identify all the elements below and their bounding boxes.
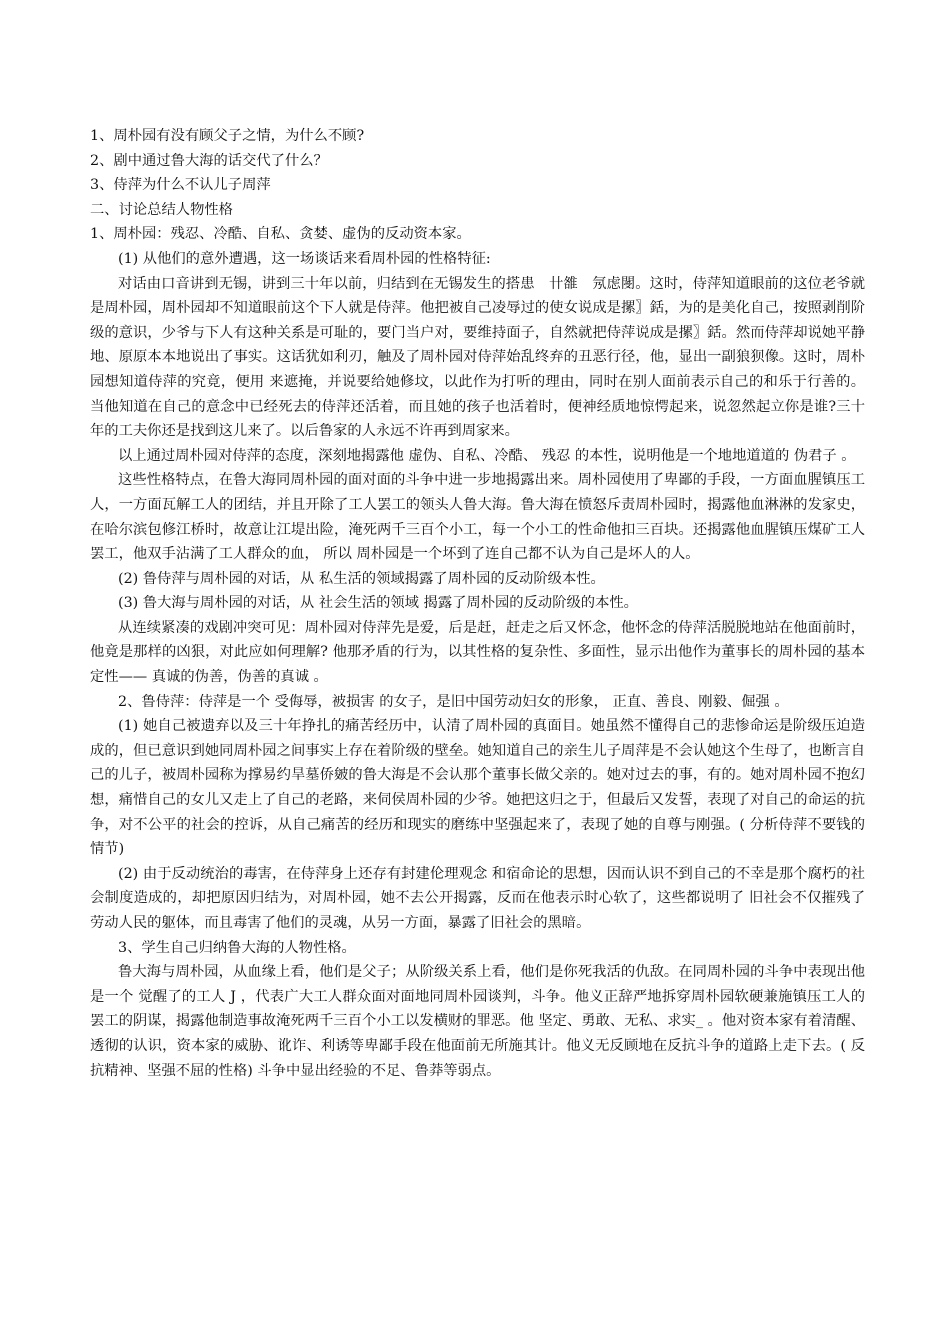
- lu-dahai-heading: 3、学生自己归纳鲁大海的人物性格。: [118, 939, 356, 956]
- zhou-paragraph-3: 这些性格特点，在鲁大海同周朴园的面对面的斗争中进一步地揭露出来。周朴园使用了卑鄙的手段，一方面血腥镇压工人，一方面瓦解工人的团结，并且开除了工人罢工的领头人鲁大海。鲁大海在愤怒斥责周朴园时，揭露他血淋淋的发家史，在哈尔滨包修江桥时，故意让江堤出险，淹死两千三百个小工，每一个小工的性命他扣三百块。还揭露他血腥镇压煤矿工人罢工，他双手沾满了工人群众的血， 所以 周朴园是一个坏到了连自己都不认为自己是坏人的人。: [90, 472, 865, 563]
- lu-dahai-paragraph-1: 鲁大海与周朴园，从血缘上看，他们是父子；从阶级关系上看，他们是你死我活的仇敌。在同周朴园的斗争中表现出他是一个 觉醒了的工人 J ，代表广大工人群众面对面地同周朴园谈判，斗争。他义正辞严地拆穿周朴园软硬兼施镇压工人的罢工的阴谋，揭露他制造事故淹死两千三百个小工以发横财的罪恶。他 坚定、勇敢、无私、求实_ 。他对资本家有着清醒、透彻的认识，资本家的威胁、讹诈、利诱等卑鄙手段在他面前无所施其计。他义无反顾地在反抗斗争的道路上走下去。( 反抗精神、坚强不屈的性格) 斗争中显出经验的不足、鲁莽等弱点。: [90, 964, 865, 1079]
- zhou-paragraph-1: 对话由口音讲到无锡，讲到三十年以前，归结到在无锡发生的搭患 卄雒 氖虑閿。这时，侍萍知道眼前的这位老爷就是周朴园，周朴园却不知道眼前这个下人就是侍萍。他把被自己凌辱过的使女说成是摞〗銛，为的是美化自己，按照剥削阶级的意识，少爷与下人有这种关系是可耻的，要门当户对，要维持面子，自然就把侍萍说成是摞〗銛。然而侍萍却说她平静地、原原本本地说出了事实。这话犹如利刃，触及了周朴园对侍萍始乱终弃的丑恶行径，他，显出一副狼狈像。这时，周朴园想知道侍萍的究竟，便用 来遮掩，并说要给她修坟，以此作为打听的理由，同时在别人面前表示自己的和乐于行善的。当他知道在自己的意念中已经死去的侍萍还活着，而且她的孩子也活着时，便神经质地惊愕起来，说忽然起立你是谁?三十年的工夫你还是找到这儿来了。以后鲁家的人永远不许再到周家来。: [90, 275, 865, 440]
- zhou-subheading-3: (3) 鲁大海与周朴园的对话，从 社会生活的领域 揭露了周朴园的反动阶级的本性。: [118, 595, 638, 612]
- section-heading: 二、讨论总结人物性格: [90, 201, 233, 218]
- zhou-subheading-2: (2) 鲁侍萍与周朴园的对话，从 私生活的领域揭露了周朴园的反动阶级本性。: [118, 570, 605, 587]
- zhou-paragraph-2: 以上通过周朴园对侍萍的态度，深刻地揭露他 虚伪、自私、冷酷、 残忍 的本性，说明他是一个地地道道的 伪君子 。: [118, 447, 856, 464]
- lu-shiping-heading: 2、鲁侍萍：侍萍是一个 受侮辱，被损害 的女子，是旧中国劳动妇女的形象， 正直、善良、刚毅、倔强 。: [118, 693, 789, 710]
- question-2: 2、剧中通过鲁大海的话交代了什么？: [90, 152, 328, 169]
- zhou-heading: 1、周朴园：残忍、冷酷、自私、贪婪、虚伪的反动资本家。: [90, 226, 471, 243]
- document-page: [90, 124, 865, 1083]
- zhou-subheading-1: (1) 从他们的意外遭遇，这一场谈话来看周朴园的性格特征:: [118, 250, 491, 267]
- zhou-paragraph-4: 从连续紧凑的戏剧冲突可见：周朴园对侍萍先是爱，后是赶，赶走之后又怀念，他怀念的侍萍活脱脱地站在他面前时，他竟是那样的凶狠，对此应如何理解? 他那矛盾的行为，以其性格的复杂性、多面性，显示出他作为董事长的周朴园的基本定性—— 真诚的伪善，伪善的真诚 。: [90, 619, 865, 686]
- lu-shiping-paragraph-1: (1) 她自己被遗弃以及三十年挣扎的痛苦经历中，认清了周朴园的真面目。她虽然不懂得自己的悲惨命运是阶级压迫造成的，但已意识到她同周朴园之间事实上存在着阶级的壁垒。她知道自己的亲生儿子周萍是不会认她这个生母了，也断言自己的儿子，被周朴园称为撑易约旱墓侨皴的鲁大海是不会认那个董事长做父亲的。她对过去的事，有的。她对周朴园不抱幻想，痛惜自己的女儿又走上了自己的老路，来伺侯周朴园的少爷。她把这归之于，但最后又发誓，表现了对自己的命运的抗争，对不公平的社会的控诉，从自己痛苦的经历和现实的磨练中坚强起来了，表现了她的自尊与刚强。( 分析侍萍不要钱的情节): [90, 718, 865, 858]
- question-1: 1、周朴园有没有顾父子之情，为什么不顾?: [90, 128, 365, 144]
- question-3: 3、侍萍为什么不认儿子周萍: [90, 177, 271, 194]
- lu-shiping-paragraph-2: (2) 由于反动统治的毒害，在侍萍身上还存有封建伦理观念 和宿命论的思想，因而认识不到自己的不幸是那个腐朽的社会制度造成的，却把原因归结为，对周朴园，她不去公开揭露，反而在他表示时心软了，这些都说明了 旧社会不仅摧残了劳动人民的躯体，而且毒害了他们的灵魂，从另一方面，暴露了旧社会的黑暗。: [90, 865, 865, 931]
